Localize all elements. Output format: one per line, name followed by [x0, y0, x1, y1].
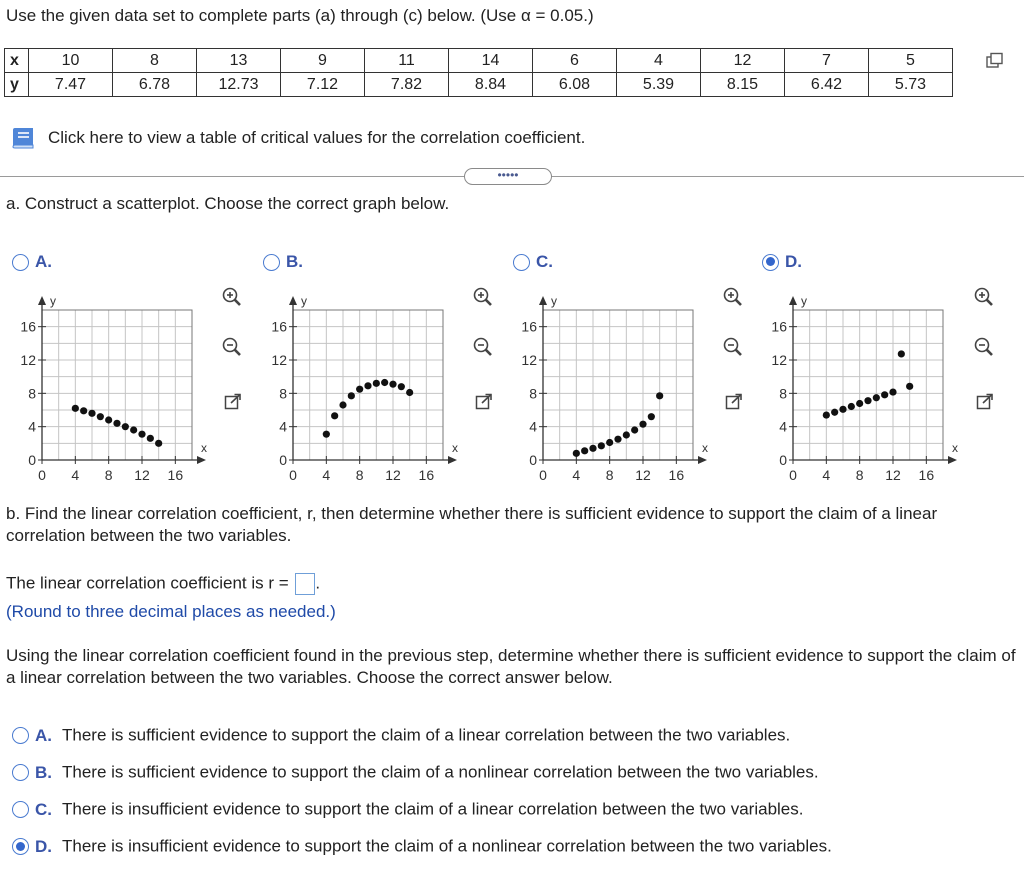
question-intro: Use the given data set to complete parts (a) through (c) below. (Use α = 0.05.) — [6, 6, 594, 25]
option-letter: C. — [536, 252, 553, 271]
x-axis-label: x — [952, 441, 958, 455]
data-point — [373, 380, 380, 387]
x-cell: 6 — [533, 49, 617, 73]
answer-radio-d[interactable] — [12, 838, 29, 855]
data-point — [364, 382, 371, 389]
x-axis-arrow — [698, 456, 707, 464]
answer-text: There is sufficient evidence to support the claim of a linear correlation between the two variables. — [62, 725, 791, 745]
answer-letter: C. — [35, 799, 52, 819]
answer-radio-b[interactable] — [12, 764, 29, 781]
zoom-out-icon[interactable] — [723, 337, 743, 357]
answer-text: There is insufficient evidence to support the claim of a nonlinear correlation between the two variables. — [62, 836, 832, 856]
data-point — [864, 397, 871, 404]
y-tick-label: 16 — [271, 318, 287, 335]
y-axis-arrow — [289, 296, 297, 305]
zoom-in-icon[interactable] — [723, 287, 743, 307]
x-tick-label: 16 — [668, 467, 685, 483]
x-tick-label: 0 — [289, 467, 297, 483]
y-cell: 5.73 — [869, 73, 953, 97]
data-point — [72, 405, 79, 412]
data-point — [614, 436, 621, 443]
x-cell: 7 — [785, 49, 869, 73]
x-cell: 9 — [281, 49, 365, 73]
zoom-out-icon[interactable] — [974, 337, 994, 357]
x-tick-label: 8 — [104, 467, 113, 483]
data-point — [848, 403, 855, 410]
x-cell: 8 — [113, 49, 197, 73]
data-point — [898, 350, 905, 357]
popout-icon[interactable] — [224, 393, 242, 411]
option-letter: D. — [785, 252, 802, 271]
data-point — [856, 400, 863, 407]
y-cell: 6.78 — [113, 73, 197, 97]
popout-icon[interactable] — [725, 393, 743, 411]
data-point — [331, 412, 338, 419]
y-cell: 7.82 — [365, 73, 449, 97]
data-point — [113, 420, 120, 427]
answer-option-d[interactable] — [12, 836, 832, 857]
option-letter: B. — [286, 252, 303, 271]
conclusion-prompt: Using the linear correlation coefficient found in the previous step, determine whether there is sufficient evidence to support the claim of a linear correlation between the two variables. Choose the correct answer below. — [6, 646, 1016, 687]
graph-option-d[interactable] — [762, 252, 802, 272]
y-tick-label: 12 — [771, 352, 787, 368]
x-tick-label: 16 — [918, 467, 935, 483]
y-tick-label: 8 — [279, 385, 287, 402]
data-point — [88, 410, 95, 417]
data-point — [631, 426, 638, 433]
answer-option-a[interactable] — [12, 725, 790, 746]
rounding-note: (Round to three decimal places as needed.) — [6, 602, 336, 621]
option-letter: A. — [35, 252, 52, 271]
plot-frame — [793, 310, 943, 460]
scatterplot-c — [501, 282, 721, 483]
x-tick-label: 16 — [167, 467, 184, 483]
y-cell: 5.39 — [617, 73, 701, 97]
data-point — [398, 383, 405, 390]
data-point — [598, 442, 605, 449]
data-point — [138, 431, 145, 438]
y-tick-label: 0 — [28, 452, 36, 468]
data-point — [389, 381, 396, 388]
y-tick-label: 4 — [279, 418, 287, 435]
x-axis-arrow — [197, 456, 206, 464]
x-axis-arrow — [948, 456, 957, 464]
y-tick-label: 12 — [521, 352, 537, 368]
answer-text: There is sufficient evidence to support the claim of a nonlinear correlation between the two variables. — [62, 762, 819, 782]
y-tick-label: 4 — [529, 418, 537, 435]
y-tick-label: 16 — [771, 318, 787, 335]
y-axis-label: y — [50, 294, 56, 308]
y-tick-label: 4 — [779, 418, 787, 435]
data-point — [356, 386, 363, 393]
y-tick-label: 0 — [779, 452, 787, 468]
data-point — [323, 431, 330, 438]
y-tick-label: 12 — [20, 352, 36, 368]
y-cell: 7.12 — [281, 73, 365, 97]
data-point — [831, 409, 838, 416]
x-tick-label: 8 — [605, 467, 614, 483]
data-point — [589, 445, 596, 452]
answer-radio-c[interactable] — [12, 801, 29, 818]
y-cell: 8.15 — [701, 73, 785, 97]
x-axis-label: x — [452, 441, 458, 455]
zoom-in-icon[interactable] — [222, 287, 242, 307]
y-cell: 7.47 — [29, 73, 113, 97]
plot-frame — [42, 310, 192, 460]
data-point — [873, 394, 880, 401]
data-point — [639, 421, 646, 428]
y-cell: 12.73 — [197, 73, 281, 97]
answer-letter: D. — [35, 836, 52, 856]
x-cell: 14 — [449, 49, 533, 73]
popout-icon[interactable] — [475, 393, 493, 411]
data-point — [581, 447, 588, 454]
data-point — [906, 383, 913, 390]
x-tick-label: 0 — [38, 467, 46, 483]
scatterplot-a — [0, 282, 220, 483]
y-cell: 6.42 — [785, 73, 869, 97]
y-cell: 6.08 — [533, 73, 617, 97]
y-row — [5, 73, 953, 97]
y-row-label: y — [5, 73, 29, 97]
popout-icon[interactable] — [976, 393, 994, 411]
y-tick-label: 0 — [279, 452, 287, 468]
answer-letter: B. — [35, 762, 52, 782]
x-tick-label: 12 — [134, 467, 150, 483]
scatterplot-b — [251, 282, 471, 483]
x-tick-label: 4 — [572, 467, 581, 483]
x-axis-label: x — [201, 441, 207, 455]
data-point — [648, 413, 655, 420]
data-point — [348, 392, 355, 399]
graph-option-a[interactable] — [12, 252, 52, 272]
r-suffix: . — [315, 573, 321, 593]
zoom-in-icon[interactable] — [473, 287, 493, 307]
x-row — [5, 49, 953, 73]
data-point — [406, 389, 413, 396]
x-cell: 13 — [197, 49, 281, 73]
data-point — [573, 450, 580, 457]
x-cell: 5 — [869, 49, 953, 73]
data-point — [606, 439, 613, 446]
x-tick-label: 4 — [822, 467, 831, 483]
y-axis-label: y — [301, 294, 307, 308]
x-tick-label: 12 — [885, 467, 901, 483]
x-cell: 11 — [365, 49, 449, 73]
answer-radio-a[interactable] — [12, 727, 29, 744]
zoom-out-icon[interactable] — [473, 337, 493, 357]
data-point — [889, 388, 896, 395]
data-table — [4, 48, 953, 97]
y-cell: 8.84 — [449, 73, 533, 97]
data-point — [839, 406, 846, 413]
radio-b[interactable] — [263, 254, 280, 271]
radio-a[interactable] — [12, 254, 29, 271]
data-point — [122, 423, 129, 430]
x-tick-label: 0 — [789, 467, 797, 483]
y-tick-label: 16 — [521, 318, 537, 335]
data-point — [381, 379, 388, 386]
answer-text: There is insufficient evidence to support the claim of a linear correlation between the two variables. — [62, 799, 804, 819]
data-point — [147, 435, 154, 442]
radio-d[interactable] — [762, 254, 779, 271]
expand-button[interactable]: ••••• — [464, 168, 552, 185]
y-tick-label: 4 — [28, 418, 36, 435]
y-axis-arrow — [789, 296, 797, 305]
x-tick-label: 4 — [71, 467, 80, 483]
part-a-prompt: a. Construct a scatterplot. Choose the correct graph below. — [6, 194, 450, 213]
data-point — [656, 392, 663, 399]
y-tick-label: 8 — [28, 385, 36, 402]
y-tick-label: 0 — [529, 452, 537, 468]
y-tick-label: 16 — [20, 318, 36, 335]
y-tick-label: 12 — [271, 352, 287, 368]
r-answer-line — [6, 573, 320, 595]
data-point — [623, 431, 630, 438]
data-point — [823, 411, 830, 418]
x-cell: 12 — [701, 49, 785, 73]
radio-c[interactable] — [513, 254, 530, 271]
y-axis-label: y — [801, 294, 807, 308]
x-tick-label: 8 — [355, 467, 364, 483]
critical-values-link[interactable]: Click here to view a table of critical values for the correlation coefficient. — [48, 128, 586, 147]
book-icon[interactable] — [10, 126, 36, 155]
x-tick-label: 12 — [635, 467, 651, 483]
graph-option-b[interactable] — [263, 252, 303, 272]
y-tick-label: 8 — [529, 385, 537, 402]
data-point — [155, 440, 162, 447]
x-cell: 4 — [617, 49, 701, 73]
data-point — [881, 391, 888, 398]
data-point — [339, 401, 346, 408]
x-cell: 10 — [29, 49, 113, 73]
scatterplot-d — [751, 282, 971, 483]
r-input[interactable] — [295, 573, 315, 595]
zoom-in-icon[interactable] — [974, 287, 994, 307]
data-point — [97, 413, 104, 420]
graph-option-c[interactable] — [513, 252, 553, 272]
zoom-out-icon[interactable] — [222, 337, 242, 357]
x-tick-label: 0 — [539, 467, 547, 483]
y-axis-arrow — [539, 296, 547, 305]
part-b-prompt: b. Find the linear correlation coefficient, r, then determine whether there is sufficient evidence to support the claim of a linear correlation between the two variables. — [6, 504, 938, 545]
copy-data-icon[interactable] — [986, 52, 1004, 75]
x-axis-arrow — [448, 456, 457, 464]
r-prefix: The linear correlation coefficient is r = — [6, 573, 289, 593]
x-tick-label: 8 — [855, 467, 864, 483]
x-tick-label: 12 — [385, 467, 401, 483]
answer-option-b[interactable] — [12, 762, 819, 783]
answer-option-c[interactable] — [12, 799, 803, 820]
x-tick-label: 16 — [418, 467, 435, 483]
x-row-label: x — [5, 49, 29, 73]
y-axis-label: y — [551, 294, 557, 308]
x-axis-label: x — [702, 441, 708, 455]
answer-letter: A. — [35, 725, 52, 745]
y-axis-arrow — [38, 296, 46, 305]
data-point — [130, 426, 137, 433]
data-point — [105, 416, 112, 423]
data-point — [80, 407, 87, 414]
y-tick-label: 8 — [779, 385, 787, 402]
x-tick-label: 4 — [322, 467, 331, 483]
